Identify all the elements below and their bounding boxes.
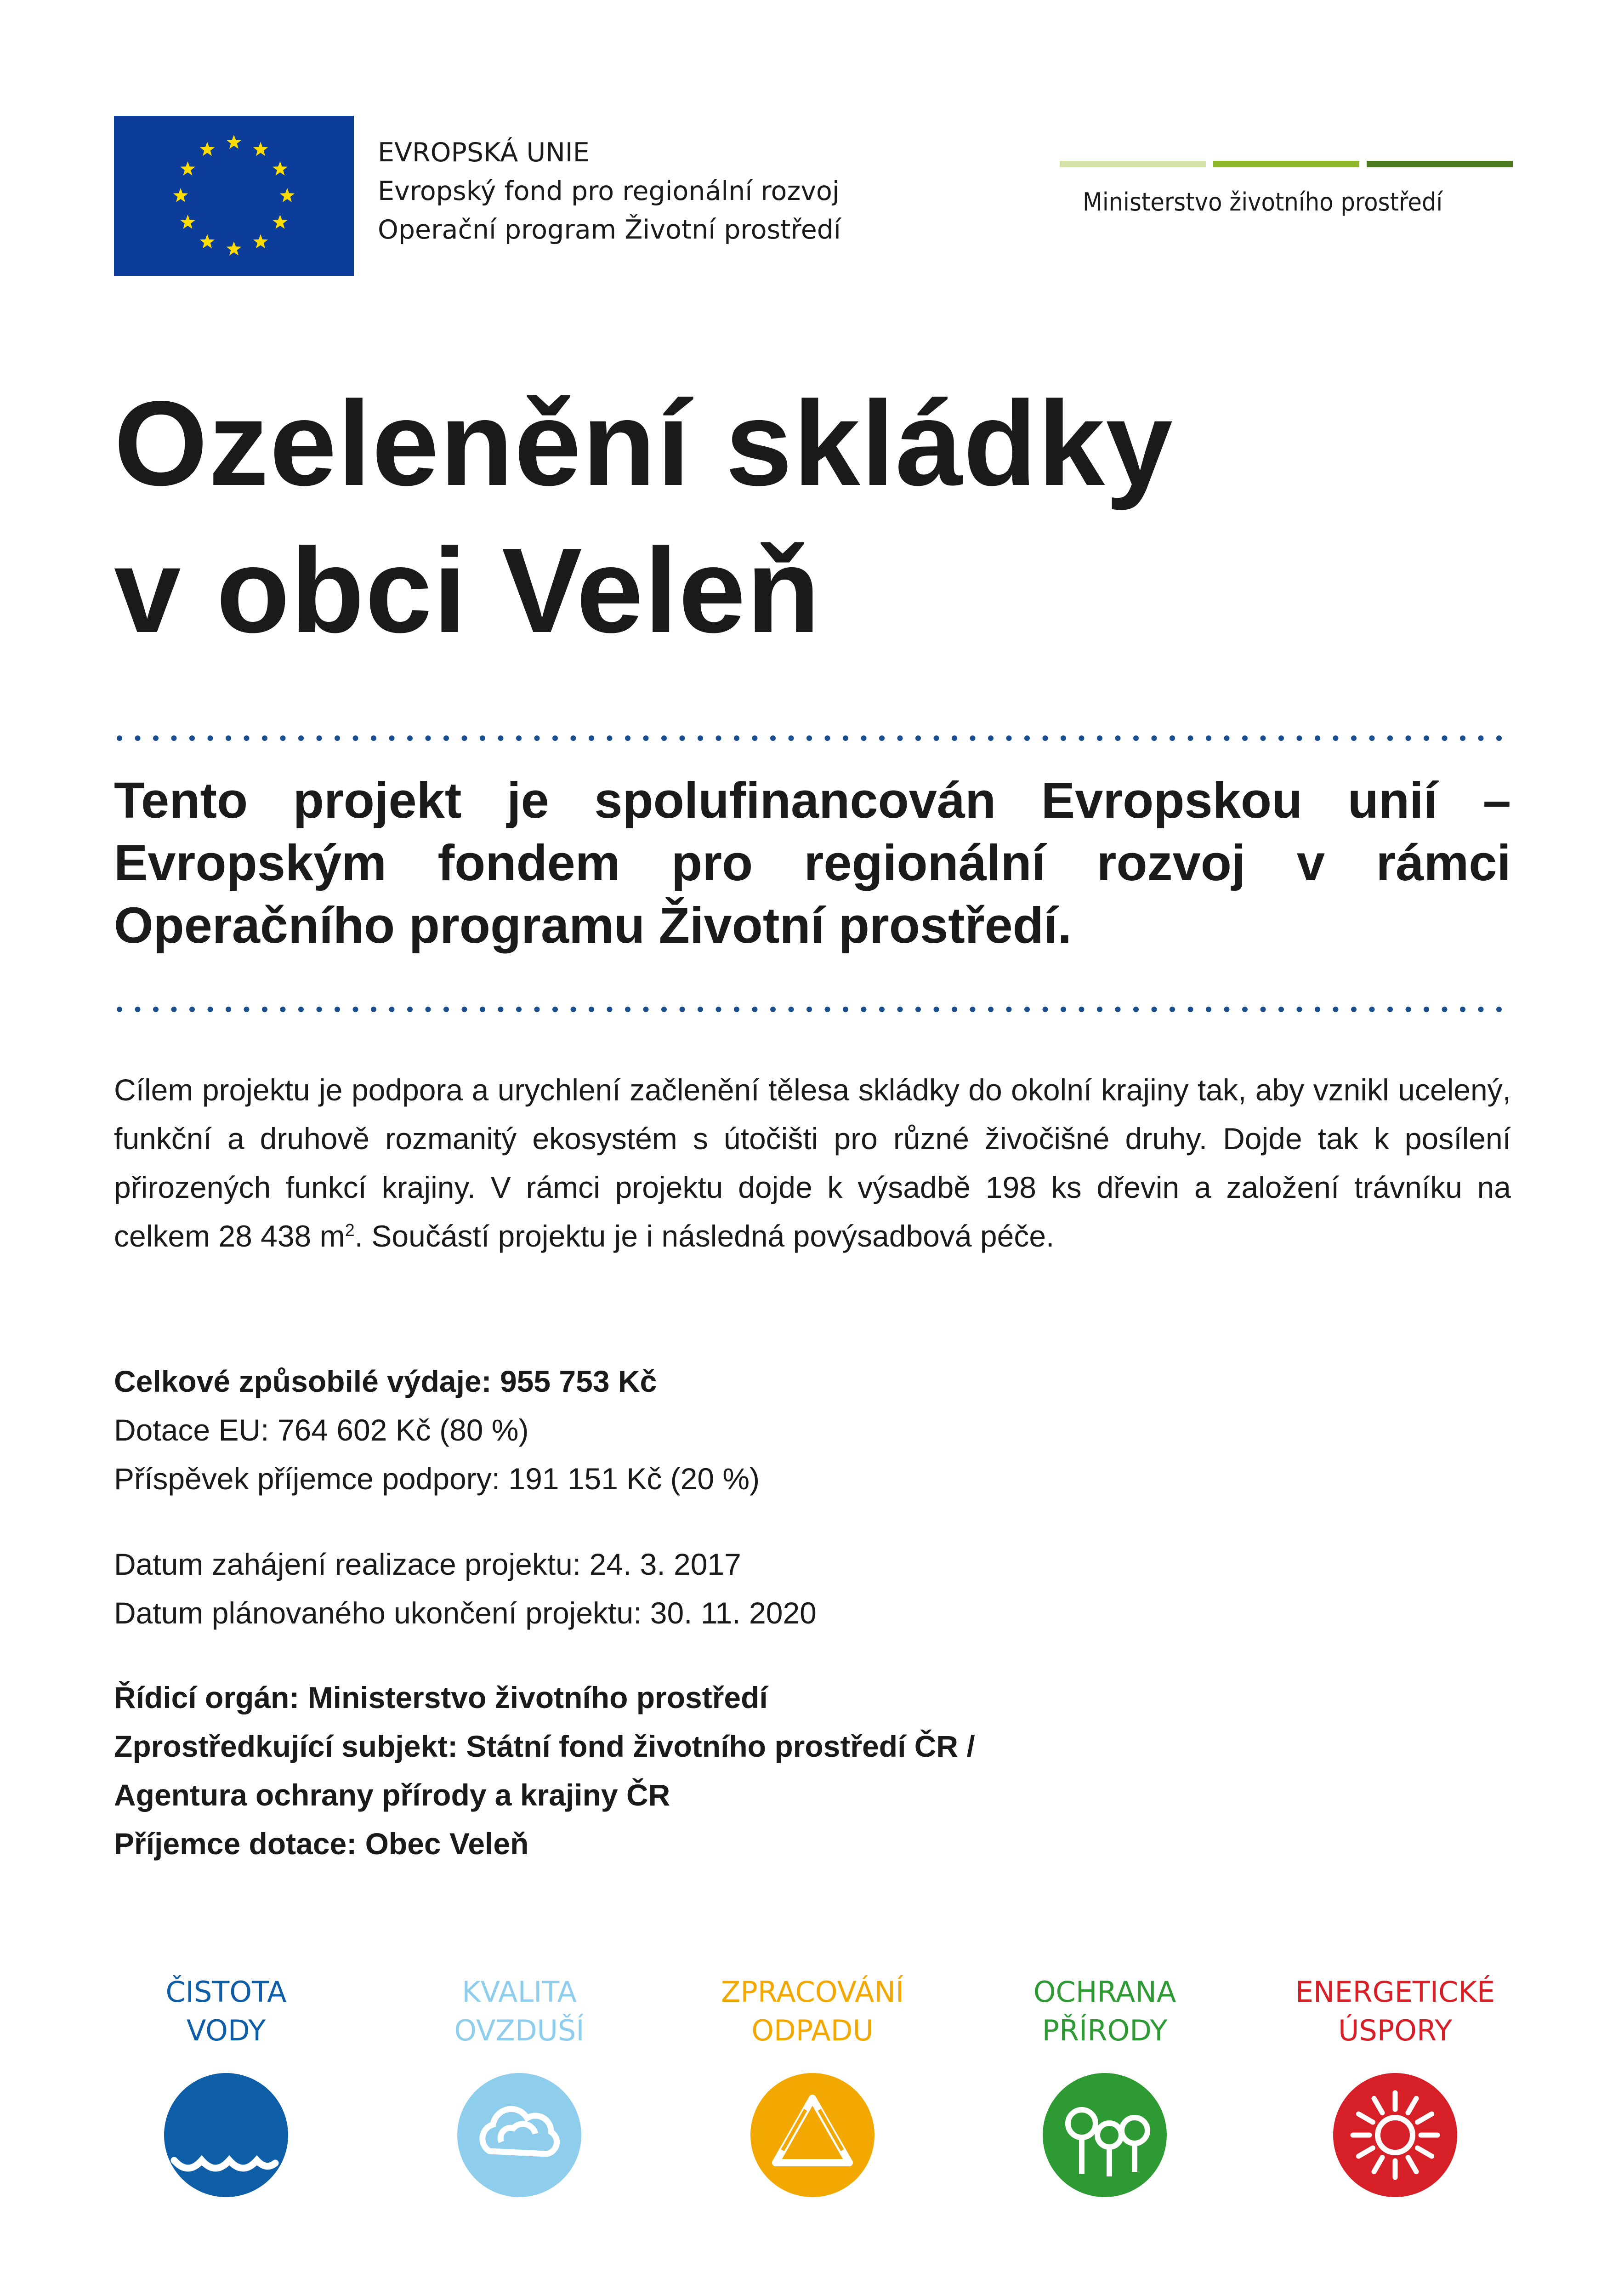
water-icon xyxy=(164,2073,288,2197)
page-title-line1: Ozelenění skládky xyxy=(114,376,1174,511)
divider-dot xyxy=(1206,1007,1211,1012)
divider-dot xyxy=(1079,735,1085,741)
divider-dot xyxy=(208,735,213,741)
intermediary-body: Zprostředkující subjekt: Státní fond životního prostředí ČR / xyxy=(114,1729,975,1763)
eu-title: EVROPSKÁ UNIE xyxy=(378,137,590,168)
icon-label-nature xyxy=(990,1973,1220,2050)
divider-dot xyxy=(789,735,794,741)
divider-dot xyxy=(988,735,994,741)
divider-dot xyxy=(1387,1007,1393,1012)
divider-dot xyxy=(589,1007,594,1012)
divider-dot xyxy=(552,735,558,741)
divider-dot xyxy=(353,735,358,741)
divider-dot xyxy=(1152,1007,1157,1012)
icon-label-line2: PŘÍRODY xyxy=(1042,2014,1168,2047)
project-description xyxy=(114,1065,1511,1260)
divider-dot xyxy=(1152,735,1157,741)
divider-dot xyxy=(317,1007,322,1012)
eu-star-icon xyxy=(200,142,215,156)
eu-star-icon xyxy=(227,241,241,256)
eu-star-icon xyxy=(273,215,287,229)
divider-dot xyxy=(1369,735,1375,741)
divider-dot xyxy=(1061,735,1066,741)
divider-dot xyxy=(117,735,122,741)
divider-dot xyxy=(1133,1007,1139,1012)
dotted-divider-bottom xyxy=(117,1005,1510,1014)
divider-dot xyxy=(1024,735,1030,741)
divider-dot xyxy=(1242,735,1248,741)
divider-dot xyxy=(335,1007,340,1012)
divider-dot xyxy=(1496,735,1502,741)
divider-dot xyxy=(117,1007,122,1012)
icon-label-line1: ČISTOTA xyxy=(165,1975,287,2009)
divider-dot xyxy=(1297,1007,1302,1012)
divider-dot xyxy=(770,1007,776,1012)
description-text: Cílem projektu je podpora a urychlení začlenění tělesa skládky do okolní krajiny tak, aby vznikl ucelený, funkční a druhově rozmanitý ekosystém s útočišti pro různé živočišné druhy. Dojde tak k posílení přirozených funkcí krajiny. V rámci projektu dojde k výsadbě 198 ks dřevin a založení trávníku na celkem 28 438 m xyxy=(114,1073,1511,1253)
divider-dot xyxy=(1079,1007,1085,1012)
divider-dot xyxy=(1460,735,1465,741)
divider-dot xyxy=(1206,735,1211,741)
divider-dot xyxy=(1315,1007,1320,1012)
icon-label-line1: OCHRANA xyxy=(1033,1975,1176,2009)
divider-dot xyxy=(135,1007,141,1012)
divider-dot xyxy=(698,735,703,741)
icon-label-line2: VODY xyxy=(186,2014,266,2047)
divider-dot xyxy=(353,1007,358,1012)
divider-dot xyxy=(1333,735,1339,741)
divider-dot xyxy=(480,1007,485,1012)
divider-dot xyxy=(1406,735,1411,741)
divider-dot xyxy=(552,1007,558,1012)
intermediary-body-cont: Agentura ochrany přírody a krajiny ČR xyxy=(114,1778,670,1812)
divider-dot xyxy=(825,735,830,741)
divider-dot xyxy=(389,735,395,741)
eu-stars-icon xyxy=(114,116,354,276)
trees-icon xyxy=(1043,2073,1167,2197)
ministry-bar-light xyxy=(1060,161,1206,167)
eu-star-icon xyxy=(253,234,268,249)
divider-dot xyxy=(770,735,776,741)
divider-dot xyxy=(915,735,921,741)
divider-dot xyxy=(879,1007,885,1012)
divider-dot xyxy=(752,1007,758,1012)
divider-dot xyxy=(1333,1007,1339,1012)
divider-dot xyxy=(1369,1007,1375,1012)
ministry-bar-mid xyxy=(1213,161,1359,167)
divider-dot xyxy=(534,735,540,741)
divider-dot xyxy=(426,735,431,741)
eu-star-icon xyxy=(273,161,287,176)
divider-dot xyxy=(1097,735,1102,741)
divider-dot xyxy=(462,735,467,741)
divider-dot xyxy=(280,1007,286,1012)
divider-dot xyxy=(861,1007,867,1012)
divider-dot xyxy=(1115,1007,1121,1012)
total-costs: Celkové způsobilé výdaje: 955 753 Kč xyxy=(114,1364,657,1398)
eu-star-icon xyxy=(227,135,241,149)
divider-dot xyxy=(1043,1007,1048,1012)
ministry-name: Ministerstvo životního prostředí xyxy=(1083,188,1443,216)
divider-dot xyxy=(208,1007,213,1012)
divider-dot xyxy=(426,1007,431,1012)
start-date: Datum zahájení realizace projektu: 24. 3. 2017 xyxy=(114,1547,741,1581)
divider-dot xyxy=(843,1007,848,1012)
divider-dot xyxy=(226,735,231,741)
eu-star-icon xyxy=(280,188,295,202)
divider-dot xyxy=(1406,1007,1411,1012)
divider-dot xyxy=(298,735,304,741)
divider-dot xyxy=(806,1007,812,1012)
description-superscript: 2 xyxy=(345,1221,355,1240)
divider-dot xyxy=(317,735,322,741)
divider-dot xyxy=(171,735,177,741)
divider-dot xyxy=(280,735,286,741)
divider-dot xyxy=(335,735,340,741)
divider-dot xyxy=(443,1007,449,1012)
divider-dot xyxy=(1478,735,1484,741)
icon-label-line1: KVALITA xyxy=(462,1975,577,2009)
divider-dot xyxy=(698,1007,703,1012)
end-date: Datum plánovaného ukončení projektu: 30. 11. 2020 xyxy=(114,1596,817,1630)
divider-dot xyxy=(153,735,159,741)
divider-dot xyxy=(1351,735,1357,741)
divider-dot xyxy=(1496,1007,1502,1012)
divider-dot xyxy=(897,735,903,741)
divider-dot xyxy=(716,735,721,741)
divider-dot xyxy=(1261,1007,1266,1012)
divider-dot xyxy=(189,735,195,741)
divider-dot xyxy=(879,735,885,741)
managing-authority: Řídicí orgán: Ministerstvo životního prostředí xyxy=(114,1680,768,1714)
divider-dot xyxy=(571,1007,576,1012)
divider-dot xyxy=(1351,1007,1357,1012)
ministry-bar-dark xyxy=(1367,161,1513,167)
divider-dot xyxy=(262,1007,267,1012)
eu-flag-logo xyxy=(114,116,354,276)
divider-dot xyxy=(534,1007,540,1012)
eu-program-name: Operační program Životní prostředí xyxy=(378,215,841,245)
divider-dot xyxy=(1224,735,1230,741)
divider-dot xyxy=(1387,735,1393,741)
divider-dot xyxy=(952,735,957,741)
divider-dot xyxy=(680,735,685,741)
divider-dot xyxy=(988,1007,994,1012)
divider-dot xyxy=(789,1007,794,1012)
divider-dot xyxy=(589,735,594,741)
divider-dot xyxy=(752,735,758,741)
icon-label-line1: ZPRACOVÁNÍ xyxy=(721,1975,904,2009)
divider-dot xyxy=(1424,1007,1429,1012)
dotted-divider-top xyxy=(117,734,1510,743)
divider-dot xyxy=(1278,735,1284,741)
eu-star-icon xyxy=(180,161,195,176)
divider-dot xyxy=(516,735,522,741)
divider-dot xyxy=(861,735,867,741)
divider-dot xyxy=(625,1007,630,1012)
divider-dot xyxy=(934,1007,939,1012)
divider-dot xyxy=(661,735,667,741)
divider-dot xyxy=(1224,1007,1230,1012)
divider-dot xyxy=(1006,735,1012,741)
icon-label-line2: ODPADU xyxy=(751,2014,874,2047)
divider-dot xyxy=(189,1007,195,1012)
divider-dot xyxy=(226,1007,231,1012)
page-title-line2: v obci Veleň xyxy=(114,523,821,658)
icon-label-energy xyxy=(1280,1973,1510,2050)
divider-dot xyxy=(480,735,485,741)
divider-dot xyxy=(1097,1007,1102,1012)
divider-dot xyxy=(1043,735,1048,741)
divider-dot xyxy=(970,735,976,741)
divider-dot xyxy=(171,1007,177,1012)
divider-dot xyxy=(680,1007,685,1012)
divider-dot xyxy=(1133,735,1139,741)
divider-dot xyxy=(1297,735,1302,741)
divider-dot xyxy=(716,1007,721,1012)
divider-dot xyxy=(1061,1007,1066,1012)
eu-fund-name: Evropský fond pro regionální rozvoj xyxy=(378,176,840,206)
divider-dot xyxy=(244,735,250,741)
eu-star-icon xyxy=(180,215,195,229)
divider-dot xyxy=(1315,735,1320,741)
divider-dot xyxy=(1115,735,1121,741)
divider-dot xyxy=(806,735,812,741)
divider-dot xyxy=(897,1007,903,1012)
divider-dot xyxy=(1188,1007,1193,1012)
divider-dot xyxy=(516,1007,522,1012)
divider-dot xyxy=(1170,1007,1175,1012)
divider-dot xyxy=(244,1007,250,1012)
icon-label-line1: ENERGETICKÉ xyxy=(1295,1975,1495,2009)
divider-dot xyxy=(498,735,504,741)
divider-dot xyxy=(1188,735,1193,741)
description-text-end: . Součástí projektu je i následná povýsadbová péče. xyxy=(354,1219,1055,1253)
divider-dot xyxy=(1024,1007,1030,1012)
eu-grant: Dotace EU: 764 602 Kč (80 %) xyxy=(114,1413,529,1447)
divider-dot xyxy=(498,1007,504,1012)
divider-dot xyxy=(1442,735,1448,741)
divider-dot xyxy=(1478,1007,1484,1012)
divider-dot xyxy=(1442,1007,1448,1012)
divider-dot xyxy=(915,1007,921,1012)
divider-dot xyxy=(825,1007,830,1012)
recycling-icon xyxy=(750,2073,874,2197)
icon-label-line2: ÚSPORY xyxy=(1338,2014,1452,2047)
grant-recipient: Příjemce dotace: Obec Veleň xyxy=(114,1827,529,1861)
divider-dot xyxy=(389,1007,395,1012)
divider-dot xyxy=(298,1007,304,1012)
divider-dot xyxy=(407,1007,413,1012)
sun-icon xyxy=(1333,2073,1457,2197)
divider-dot xyxy=(153,1007,159,1012)
divider-dot xyxy=(371,1007,376,1012)
divider-dot xyxy=(407,735,413,741)
icon-label-waste xyxy=(698,1973,927,2050)
recipient-contribution: Příspěvek příjemce podpory: 191 151 Kč (20 %) xyxy=(114,1462,760,1496)
divider-dot xyxy=(1424,735,1429,741)
divider-dot xyxy=(643,1007,649,1012)
divider-dot xyxy=(934,735,939,741)
eu-star-icon xyxy=(253,142,268,156)
cloud-icon xyxy=(457,2073,581,2197)
divider-dot xyxy=(135,735,141,741)
divider-dot xyxy=(607,1007,613,1012)
divider-dot xyxy=(734,735,739,741)
divider-dot xyxy=(1261,735,1266,741)
divider-dot xyxy=(1170,735,1175,741)
divider-dot xyxy=(443,735,449,741)
divider-dot xyxy=(1278,1007,1284,1012)
divider-dot xyxy=(970,1007,976,1012)
divider-dot xyxy=(262,735,267,741)
icon-label-line2: OVZDUŠÍ xyxy=(454,2014,585,2047)
divider-dot xyxy=(952,1007,957,1012)
divider-dot xyxy=(643,735,649,741)
divider-dot xyxy=(1242,1007,1248,1012)
icon-label-air xyxy=(404,1973,634,2050)
divider-dot xyxy=(1460,1007,1465,1012)
divider-dot xyxy=(371,735,376,741)
divider-dot xyxy=(843,735,848,741)
eu-star-icon xyxy=(200,234,215,249)
divider-dot xyxy=(607,735,613,741)
divider-dot xyxy=(625,735,630,741)
divider-dot xyxy=(734,1007,739,1012)
eu-star-icon xyxy=(173,188,188,202)
divider-dot xyxy=(661,1007,667,1012)
icon-label-water xyxy=(111,1973,341,2050)
divider-dot xyxy=(571,735,576,741)
cofinancing-statement: Tento projekt je spolufinancován Evropskou unií – Evropským fondem pro regionální rozvoj v rámci Operačního programu Životní prostředí. xyxy=(114,772,1511,954)
divider-dot xyxy=(1006,1007,1012,1012)
divider-dot xyxy=(462,1007,467,1012)
